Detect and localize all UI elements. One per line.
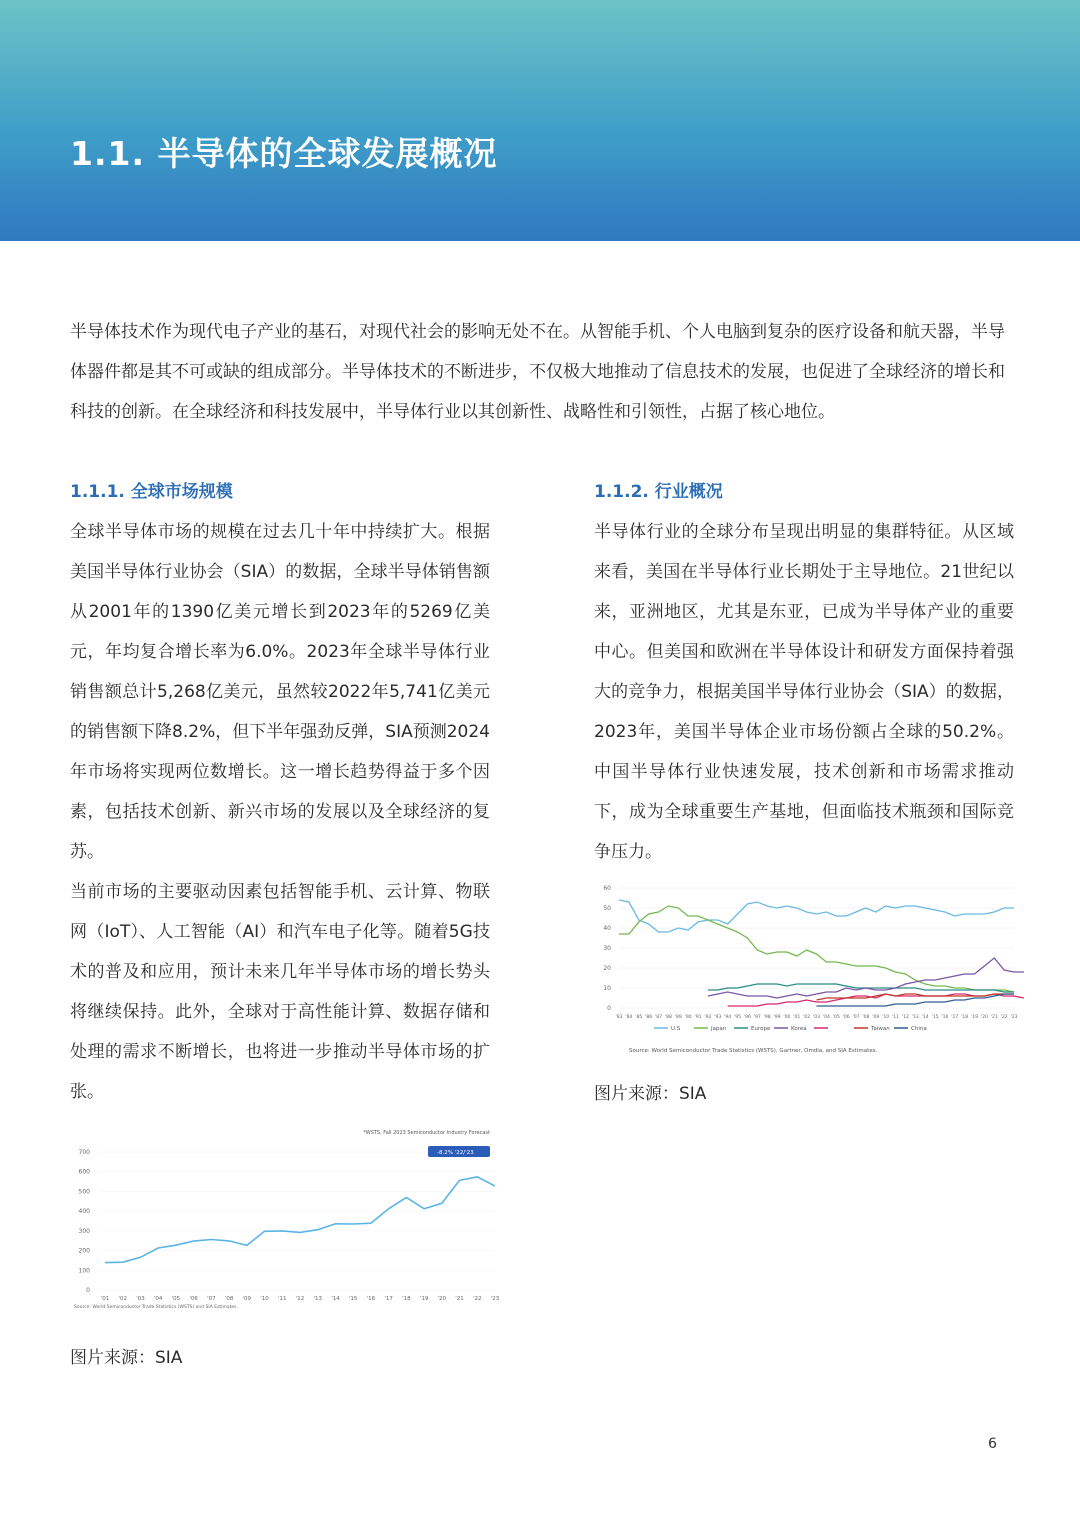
x-tick-label: '09 xyxy=(872,1015,880,1020)
y-tick-label: 50 xyxy=(603,905,611,912)
x-tick-label: '12 xyxy=(295,1296,305,1302)
x-tick-label: '18 xyxy=(961,1015,969,1020)
y-tick-label: 40 xyxy=(603,925,611,932)
x-tick-label: '02 xyxy=(803,1015,811,1020)
x-tick-label: '14 xyxy=(921,1015,929,1020)
x-tick-label: '05 xyxy=(171,1296,181,1302)
x-tick-label: '92 xyxy=(704,1015,712,1020)
chart-source: Source: World Semiconductor Trade Statistics (WSTS) and SIA Estimates. xyxy=(74,1305,238,1310)
legend-label-5: Taiwan xyxy=(871,1026,890,1032)
x-tick-label: '12 xyxy=(901,1015,909,1020)
page-title: 1.1. 半导体的全球发展概况 xyxy=(70,134,498,173)
right-column xyxy=(594,472,1018,1114)
x-tick-label: '10 xyxy=(260,1296,269,1302)
x-tick-label: '03 xyxy=(812,1015,821,1020)
industry-overview-paragraph: 半导体行业的全球分布呈现出明显的集群特征。从区域来看，美国在半导体行业长期处于主导地位。21世纪以来，亚洲地区，尤其是东亚，已成为半导体产业的重要中心。但美国和欧洲在半导体设计和研发方面保持着强大的竞争力，根据美国半导体行业协会（SIA）的数据，2023年，美国半导体企业市场份额占全球的50.2%。中国半导体行业快速发展，技术创新和市场需求推动下，成为全球重要生产基地，但面临技术瓶颈和国际竞争压力。 xyxy=(594,522,1014,862)
series-line-1 xyxy=(619,906,1014,992)
x-tick-label: '17 xyxy=(951,1015,959,1020)
x-tick-label: '20 xyxy=(980,1015,988,1020)
y-tick-label: 700 xyxy=(78,1149,90,1156)
chart-note: *WSTS, Fall 2023 Semiconductor Industry Forecast xyxy=(363,1130,490,1136)
y-tick-label: 20 xyxy=(603,965,611,972)
x-tick-label: '83 xyxy=(615,1015,623,1020)
x-tick-label: '08 xyxy=(224,1296,234,1302)
y-tick-label: 500 xyxy=(78,1188,90,1196)
x-tick-label: '07 xyxy=(207,1296,216,1302)
x-tick-label: '97 xyxy=(753,1015,761,1020)
x-tick-label: '88 xyxy=(664,1015,672,1020)
y-tick-label: 100 xyxy=(78,1267,90,1275)
x-tick-label: '04 xyxy=(153,1296,163,1302)
legend-label-0: U.S xyxy=(671,1026,681,1032)
header-banner xyxy=(0,0,1080,241)
legend-label-2: Europe xyxy=(751,1026,771,1032)
y-tick-label: 600 xyxy=(78,1168,90,1176)
x-tick-label: '23 xyxy=(1010,1015,1018,1020)
x-tick-label: '86 xyxy=(645,1015,653,1020)
intro-paragraph: 半导体技术作为现代电子产业的基石，对现代社会的影响无处不在。从智能手机、个人电脑到复杂的医疗设备和航天器，半导体器件都是其不可或缺的组成部分。半导体技术的不断进步，不仅极大地推动了信息技术的发展，也促进了全球经济的增长和科技的创新。在全球经济和科技发展中，半导体行业以其创新性、战略性和引领性，占据了核心地位。 xyxy=(70,322,1005,422)
section-heading-market-size: 1.1.1. 全球市场规模 xyxy=(70,482,233,502)
x-tick-label: '01 xyxy=(100,1296,110,1302)
x-tick-label: '00 xyxy=(783,1015,791,1020)
x-tick-label: '11 xyxy=(891,1015,900,1020)
x-tick-label: '11 xyxy=(278,1296,287,1302)
y-tick-label: 60 xyxy=(603,885,611,892)
series-line-5 xyxy=(817,994,1015,1000)
y-tick-label: 0 xyxy=(607,1005,611,1012)
y-tick-label: 0 xyxy=(86,1287,90,1294)
annotation-text: -8.2% '22/'23 xyxy=(437,1150,474,1156)
x-tick-label: '10 xyxy=(882,1015,890,1020)
x-tick-label: '01 xyxy=(793,1015,801,1020)
x-tick-label: '04 xyxy=(822,1015,830,1020)
series-line-0 xyxy=(619,900,1014,932)
x-tick-label: '93 xyxy=(714,1015,722,1020)
x-tick-label: '85 xyxy=(635,1015,643,1020)
x-tick-label: '08 xyxy=(862,1015,870,1020)
x-tick-label: '96 xyxy=(743,1015,751,1020)
x-tick-label: '09 xyxy=(242,1296,252,1302)
y-tick-label: 300 xyxy=(78,1227,90,1235)
x-tick-label: '23 xyxy=(490,1296,500,1302)
y-tick-label: 200 xyxy=(78,1247,90,1255)
x-tick-label: '13 xyxy=(313,1296,322,1302)
x-tick-label: '21 xyxy=(990,1015,998,1020)
x-tick-label: '84 xyxy=(625,1015,633,1020)
left-column xyxy=(70,472,500,1378)
series-line-3 xyxy=(708,958,1024,998)
x-tick-label: '90 xyxy=(684,1015,692,1020)
chart-caption-left: 图片来源：SIA xyxy=(70,1348,183,1368)
x-tick-label: '16 xyxy=(366,1296,376,1302)
legend-label-3: Korea xyxy=(791,1026,807,1032)
x-tick-label: '91 xyxy=(694,1015,702,1020)
x-tick-label: '18 xyxy=(402,1296,411,1302)
x-tick-label: '21 xyxy=(455,1296,464,1302)
x-tick-label: '15 xyxy=(931,1015,939,1020)
y-tick-label: 10 xyxy=(603,985,611,992)
x-tick-label: '19 xyxy=(970,1015,979,1020)
x-tick-label: '87 xyxy=(654,1015,663,1020)
x-tick-label: '19 xyxy=(419,1296,429,1302)
x-tick-label: '22 xyxy=(1000,1015,1008,1020)
y-tick-label: 30 xyxy=(603,945,611,952)
x-tick-label: '94 xyxy=(724,1015,732,1020)
global-sales-chart-svg xyxy=(70,1122,500,1312)
x-tick-label: '98 xyxy=(763,1015,771,1020)
x-tick-label: '16 xyxy=(941,1015,949,1020)
x-tick-label: '95 xyxy=(733,1015,742,1020)
x-tick-label: '13 xyxy=(911,1015,919,1020)
x-tick-label: '17 xyxy=(384,1296,393,1302)
section-heading-industry-overview: 1.1.2. 行业概况 xyxy=(594,482,723,502)
x-tick-label: '03 xyxy=(136,1296,145,1302)
legend-label-1: Japan xyxy=(711,1026,727,1032)
x-tick-label: '02 xyxy=(118,1296,127,1302)
x-tick-label: '99 xyxy=(773,1015,781,1020)
x-tick-label: '20 xyxy=(437,1296,447,1302)
market-share-chart-svg xyxy=(594,878,1024,1058)
page-number: 6 xyxy=(988,1436,997,1452)
x-tick-label: '14 xyxy=(331,1296,340,1302)
x-tick-label: '07 xyxy=(852,1015,860,1020)
legend-label-6: China xyxy=(911,1026,927,1032)
y-tick-label: 400 xyxy=(78,1208,90,1216)
market-size-paragraph-2: 当前市场的主要驱动因素包括智能手机、云计算、物联网（IoT）、人工智能（AI）和汽车电子化等。随着5G技术的普及和应用，预计未来几年半导体市场的增长势头将继续保持。此外，全球对于高性能计算、数据存储和处理的需求不断增长，也将进一步推动半导体市场的扩张。 xyxy=(70,882,490,1102)
chart-source: Source: World Semiconductor Trade Statistics (WSTS), Gartner, Omdia, and SIA Estimates. xyxy=(629,1048,878,1054)
market-size-paragraph-1: 全球半导体市场的规模在过去几十年中持续扩大。根据美国半导体行业协会（SIA）的数据，全球半导体销售额从2001年的1390亿美元增长到2023年的5269亿美元，年均复合增长率为6.0%。2023年全球半导体行业销售额总计5,268亿美元，虽然较2022年5,741亿美元的销售额下降8.2%，但下半年强劲反弹，SIA预测2024年市场将实现两位数增长。这一增长趋势得益于多个因素，包括技术创新、新兴市场的发展以及全球经济的复苏。 xyxy=(70,522,490,862)
market-share-chart xyxy=(594,878,1018,1062)
x-tick-label: '06 xyxy=(189,1296,198,1302)
x-tick-label: '06 xyxy=(842,1015,850,1020)
chart-caption-right: 图片来源：SIA xyxy=(594,1084,707,1104)
x-tick-label: '22 xyxy=(473,1296,482,1302)
global-sales-chart xyxy=(70,1122,500,1316)
x-tick-label: '89 xyxy=(674,1015,682,1020)
sales-line xyxy=(105,1177,495,1263)
x-tick-label: '15 xyxy=(348,1296,358,1302)
x-tick-label: '05 xyxy=(832,1015,840,1020)
